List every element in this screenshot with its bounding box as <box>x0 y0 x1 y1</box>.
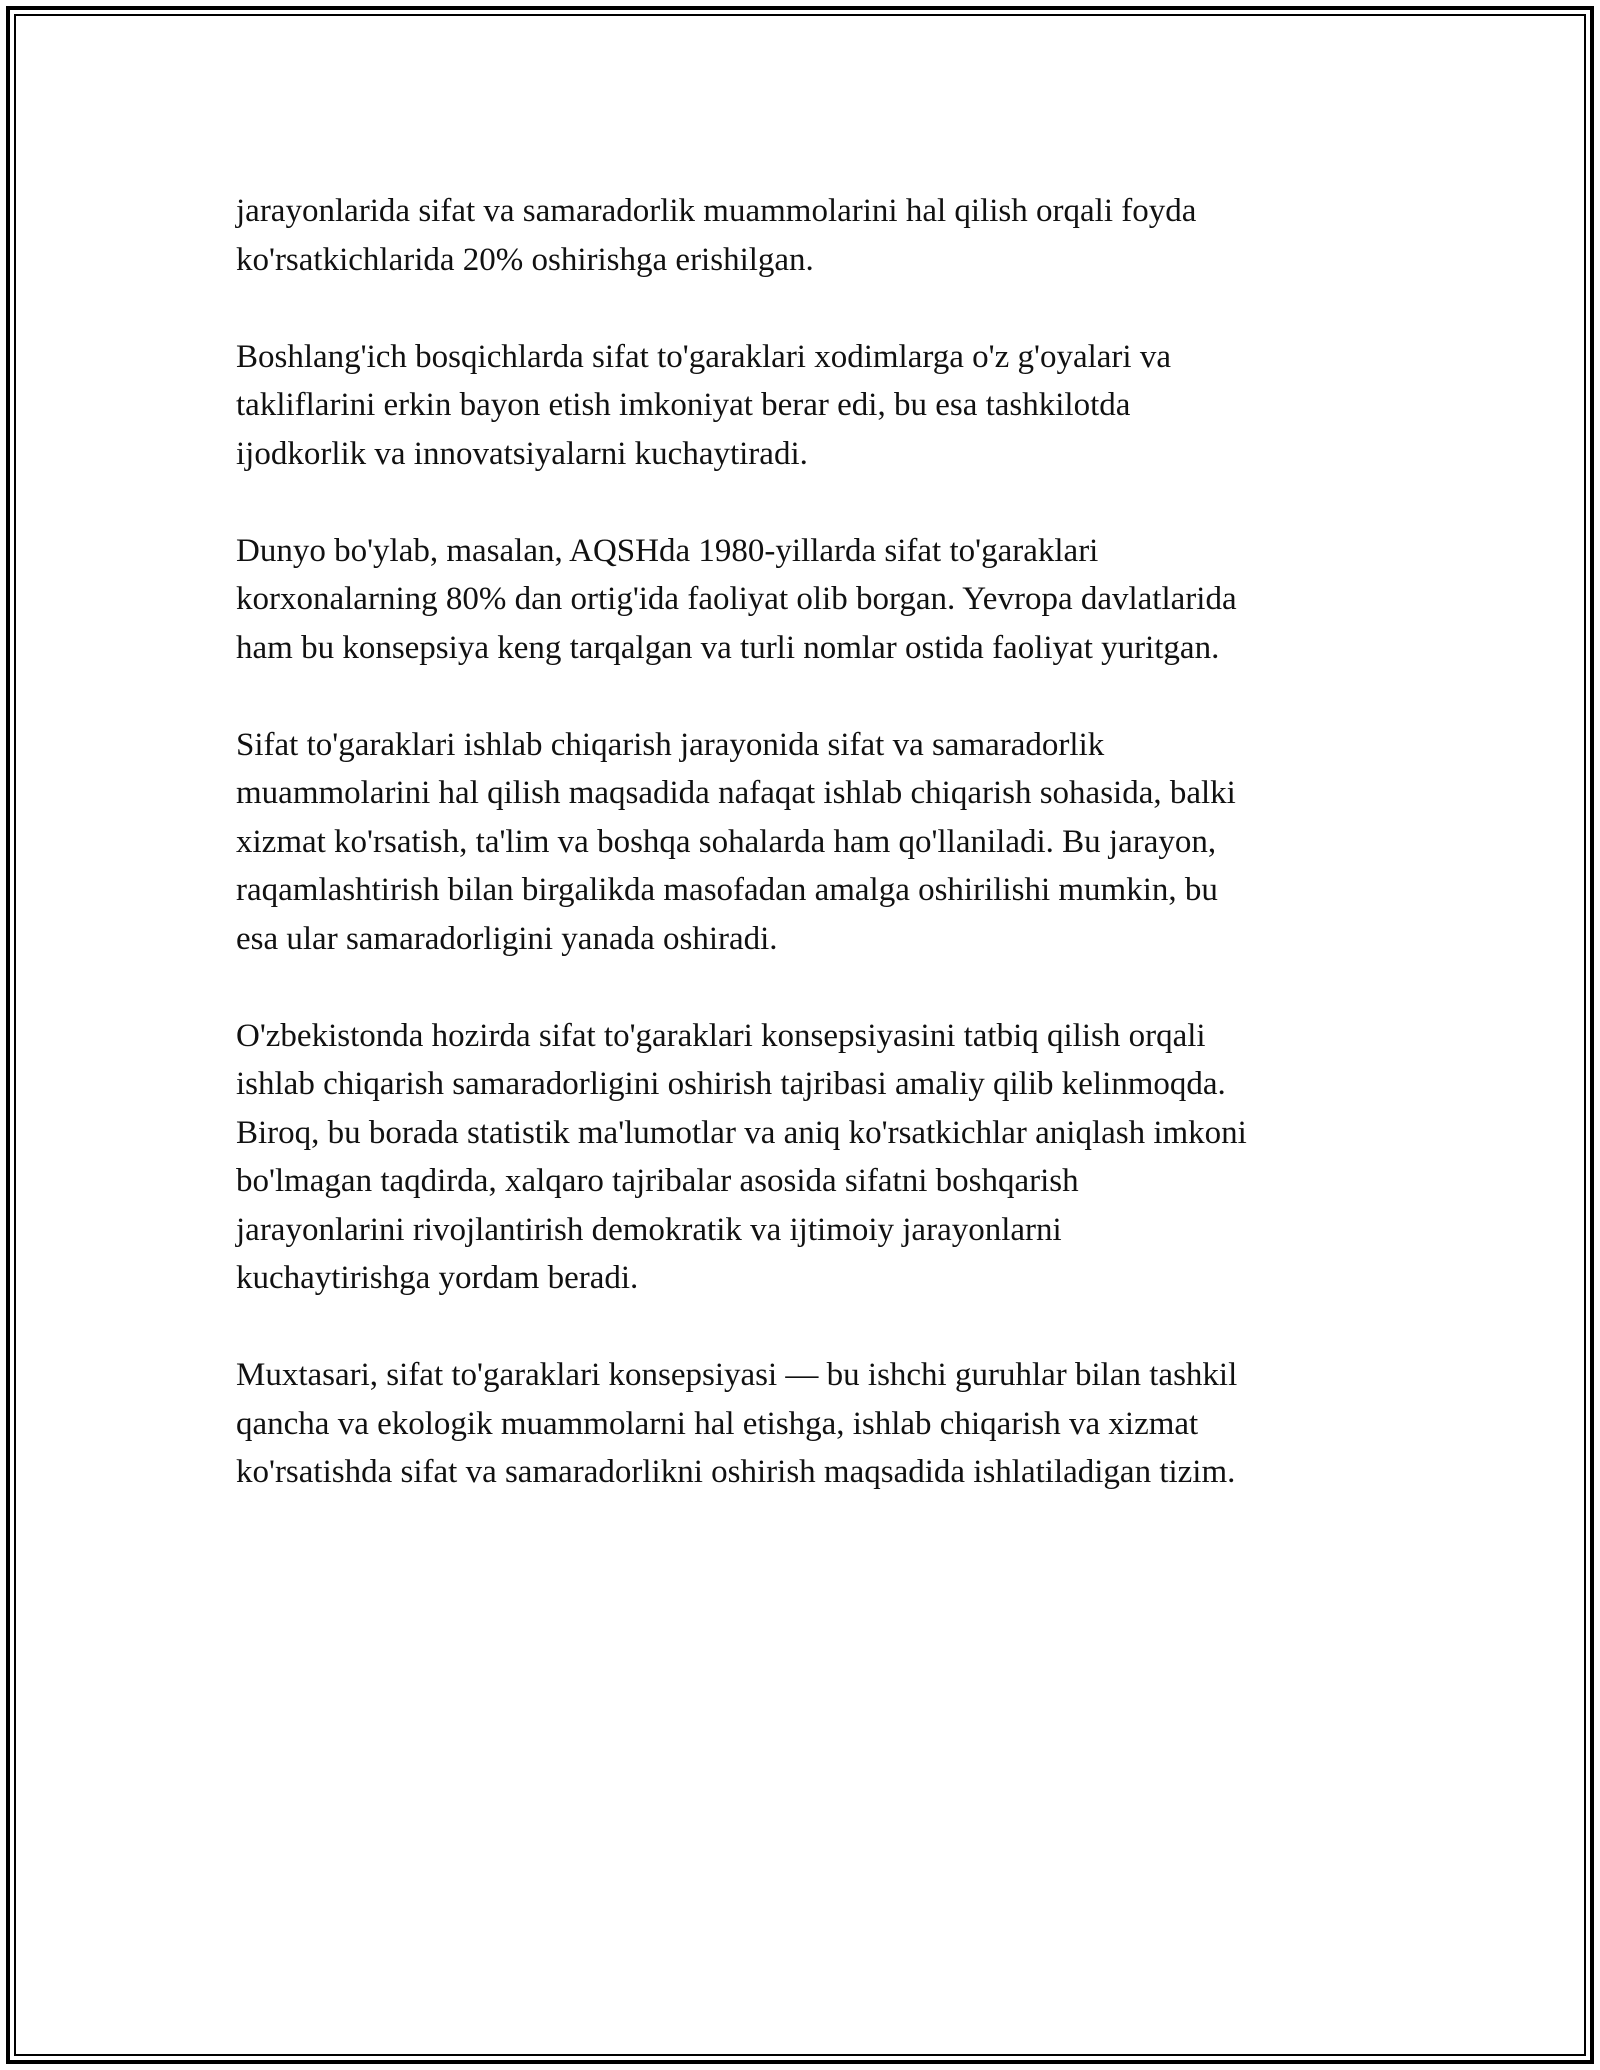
paragraph-2: Boshlang'ich bosqichlarda sifat to'garaklari xodimlarga o'z g'oyalari va takliflarini erkin bayon etish imkoniyat berar edi, bu esa tashkilotda ijodkorlik va innovatsiyalarni kuchaytiradi. <box>236 338 1171 472</box>
paragraph-4: Sifat to'garaklari ishlab chiqarish jarayonida sifat va samaradorlik muammolarini hal qilish maqsadida nafaqat ishlab chiqarish sohasida, balki xizmat ko'rsatish, ta'lim va boshqa sohalarda ham qo'llaniladi. Bu jarayon, raqamlashtirish bilan birgalikda masofadan amalga oshirilishi mumkin, bu esa ular samaradorligini yanada oshiradi. <box>236 726 1236 957</box>
paragraph-3: Dunyo bo'ylab, masalan, AQSHda 1980-yillarda sifat to'garaklari korxonalarning 80% dan ortig'ida faoliyat olib borgan. Yevropa davlatlarida ham bu konsepsiya keng tarqalgan va turli nomlar ostida faoliyat yuritgan. <box>236 532 1237 666</box>
paragraph-6: Muxtasari, sifat to'garaklari konsepsiyasi — bu ishchi guruhlar bilan tashkil qancha va ekologik muammolarni hal etishga, ishlab chiqarish va xizmat ko'rsatishda sifat va samaradorlikni oshirish maqsadida ishlatiladigan tizim. <box>236 1357 1238 1490</box>
document-body <box>236 187 1376 1545</box>
paragraph-5: O'zbekistonda hozirda sifat to'garaklari konsepsiyasini tatbiq qilish orqali ishlab chiqarish samaradorligini oshirish tajribasi amaliy qilib kelinmoqda. Biroq, bu borada statistik ma'lumotlar va aniq ko'rsatkichlar aniqlash imkoni bo'lmagan taqdirda, xalqaro tajribalar asosida sifatni boshqarish jarayonlarini rivojlantirish demokratik va ijtimoiy jarayonlarni kuchaytirishga yordam beradi. <box>236 1017 1247 1296</box>
paragraph-1: jarayonlarida sifat va samaradorlik muammolarini hal qilish orqali foyda ko'rsatkichlarida 20% oshirishga erishilgan. <box>236 193 1197 278</box>
